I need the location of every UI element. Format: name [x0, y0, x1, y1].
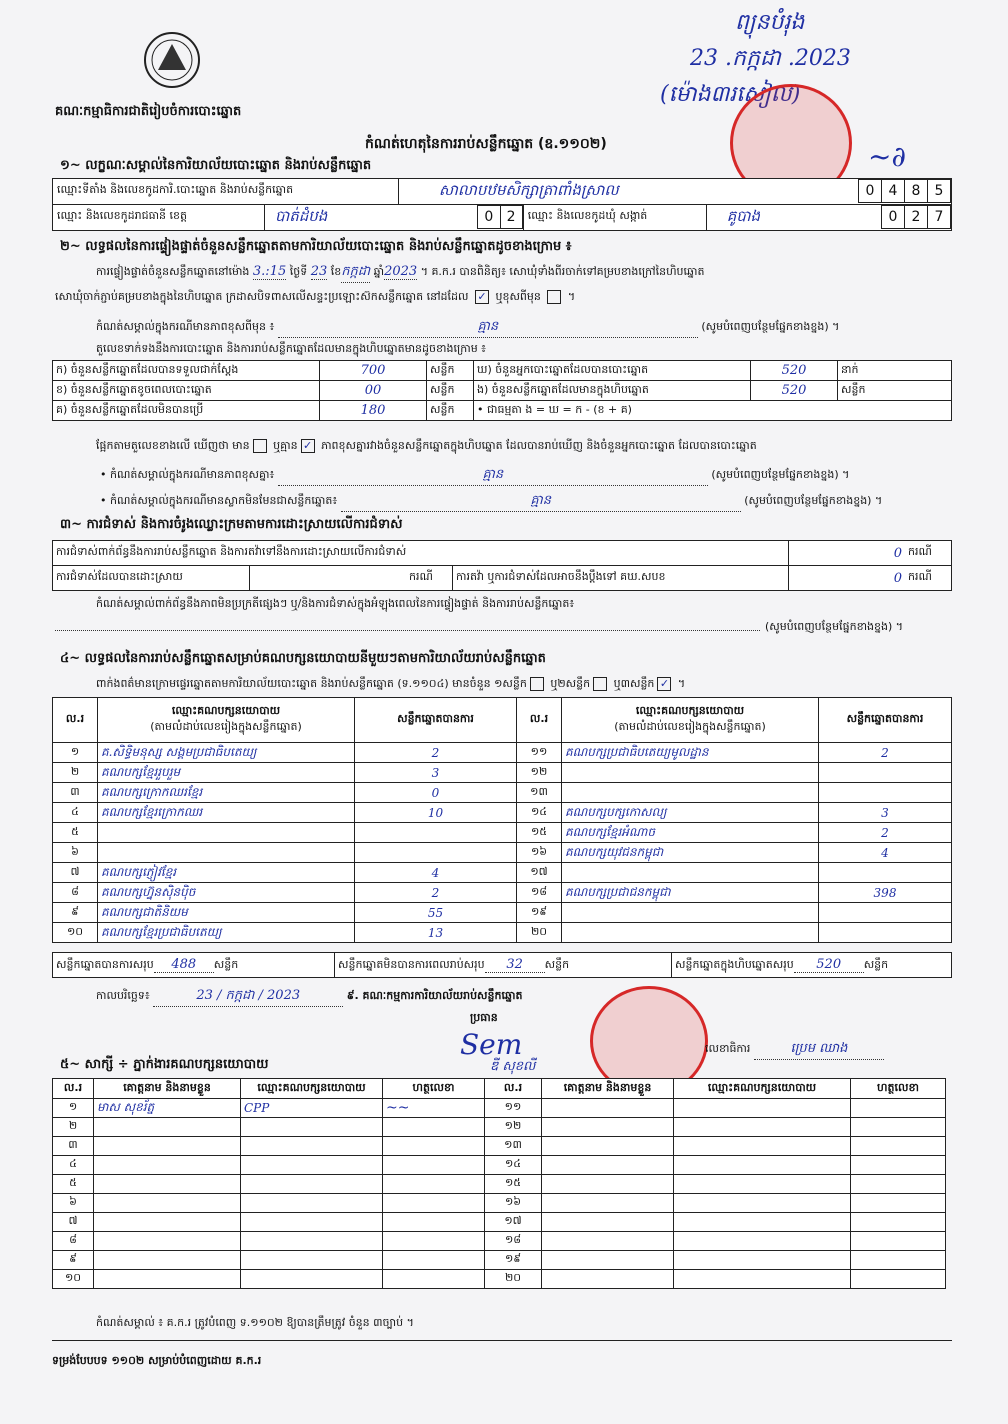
row-no: ១ [53, 1099, 94, 1118]
table-row [53, 763, 952, 783]
witness-signature [383, 1232, 485, 1251]
party-name: គណបក្សខ្មែរអំណាច [562, 823, 819, 843]
witness-name [542, 1213, 674, 1232]
witness-name [542, 1118, 674, 1137]
complaints-value: 0 [789, 541, 906, 566]
witness-signature [851, 1232, 946, 1251]
chair-name: ឌី សុខលី [490, 1059, 536, 1074]
row-no: ២ [53, 763, 98, 783]
handwritten-note-3: (ម៉ោង៣រសៀល) [660, 82, 801, 107]
vote-count: 55 [355, 903, 517, 923]
footer-rule [52, 1340, 952, 1341]
table-row [53, 381, 952, 401]
witness-signature [851, 1270, 946, 1289]
handwritten-note-2: 23 .កក្កដា .2023 [690, 46, 851, 71]
row-no: ១០ [53, 1270, 94, 1289]
row-no: ១៩ [517, 903, 562, 923]
table-row [53, 401, 952, 421]
figures-intro: តួលេខទាក់ទងនឹងការបោះឆ្នោត និងការរាប់សន្លឹកឆ្នោតដែលមានក្នុងហិបឆ្នោតមានដូចខាងក្រោម ៖ [96, 342, 487, 355]
secretary-label: លេខាធិការ ប្រេម ឈាង [705, 1040, 884, 1060]
footer-note: កំណត់សម្គាល់ ៖ គ.ក.រ ត្រូវបំពេញ ទ.១១០២ ឱ្យបានត្រឹមត្រូវ ចំនួន ៣ច្បាប់ ។ [96, 1316, 414, 1329]
party-name [98, 843, 355, 863]
two-sheet-checkbox[interactable] [593, 677, 607, 691]
row-no: ១១ [485, 1099, 542, 1118]
witness-name [542, 1194, 674, 1213]
col-no: ល.រ [53, 1079, 94, 1099]
party-name: គណបក្សជាតិនិយម [98, 903, 355, 923]
vote-count [819, 903, 952, 923]
witness-signature [851, 1213, 946, 1232]
row-no: ១០ [53, 923, 98, 943]
resolved-value [250, 566, 407, 591]
col-party [98, 698, 355, 743]
province-label: ឈ្មោះ និងលេខកូដរាជធានី ខេត្ត [53, 205, 265, 230]
witness-party [674, 1251, 851, 1270]
section5-title: ៥~ សាក្សី ÷ ភ្នាក់ងារគណបក្សនយោបាយ [60, 1057, 269, 1072]
verification-line-1: ការផ្ទៀងផ្ទាត់ចំនួនសន្លឹកឆ្នោតនៅម៉ោង 3.:15 ថ្ងៃទី 23 ខែកក្កដា ឆ្នាំ2023 ។ គ.ក.រ បានពិនិត្យ៖ សោឃុំទាំងពីរចាក់ទៅគម្របខាងក្រៅនៃហិបឆ្នោត [96, 263, 705, 283]
table-row [53, 1156, 946, 1175]
row-no: ១៨ [517, 883, 562, 903]
table-row [53, 541, 952, 566]
bullet-difference: • កំណត់សម្គាល់ក្នុងករណីមានភាពខុសគ្នា៖ គ្មាន (សូមបំពេញបន្ថែមផ្នែកខាងខ្នង) ។ [100, 466, 849, 486]
witness-party [674, 1213, 851, 1232]
table-row [53, 1099, 946, 1118]
complaints-label: ការជំទាស់ពាក់ព័ន្ធនឹងការរាប់សន្លឹកឆ្នោត និងការតវ៉ាទៅនឹងការដោះស្រាយលើការជំទាស់ [53, 541, 789, 566]
unused-label: គ) ចំនួនសន្លឹកឆ្នោតដែលមិនបានប្រើ [53, 401, 320, 421]
section1-title: ១~ លក្ខណៈសម្គាល់នៃការិយាល័យបោះឆ្នោត និងរាប់សន្លឹកឆ្នោត [60, 158, 372, 173]
table-row [53, 803, 952, 823]
code-digit: 0 [477, 205, 500, 229]
commune-label: ឈ្មោះ និងលេខកូដឃុំ សង្កាត់ [523, 205, 707, 230]
vote-count: 2 [355, 743, 517, 763]
witness-signature: ~~ [383, 1099, 485, 1118]
section3-title: ៣~ ការជំទាស់ និងការចំរូងឈ្លោះក្រមតាមការដោះស្រាយលើការជំទាស់ [60, 517, 403, 532]
table-row [53, 1175, 946, 1194]
voters-label: ឃ) ចំនួនអ្នកបោះឆ្នោតដែលបានបោះឆ្នោត [474, 361, 751, 381]
row-no: ៤ [53, 1156, 94, 1175]
formula: • ជាធម្មតា ង = ឃ = ក - (ខ + គ) [474, 401, 952, 421]
spoiled-label: ខ) ចំនួនសន្លឹកឆ្នោតខូចពេលបោះឆ្នោត [53, 381, 320, 401]
witness-signature [851, 1194, 946, 1213]
unit: ករណី [905, 566, 952, 591]
ballot-box-value: 520 [751, 381, 838, 401]
one-sheet-checkbox[interactable] [530, 677, 544, 691]
witness-party [674, 1232, 851, 1251]
witness-name [542, 1232, 674, 1251]
voters-value: 520 [751, 361, 838, 381]
difference-line: ផ្អែកតាមតួលេខខាងលើ ឃើញថា មាន ឬគ្មាន ✓ ភាពខុសគ្នារវាងចំនួនសន្លឹកឆ្នោតក្នុងហិបឆ្នោត ដែលបានរាប់ឃើញ និងចំនួនអ្នកបោះឆ្នោត ដែលបានបោះឆ្នោត [96, 439, 757, 452]
party-name: គណបក្សភ្ញៀវខ្មែរ [98, 863, 355, 883]
row-no: ២ [53, 1118, 94, 1137]
witness-signature [383, 1194, 485, 1213]
witness-party [241, 1213, 383, 1232]
witness-signature [383, 1251, 485, 1270]
results-table [52, 697, 952, 943]
table-row [53, 903, 952, 923]
witness-party [241, 1175, 383, 1194]
party-name: គណបក្សខ្មែរក្រោកឈរ [98, 803, 355, 823]
witness-name [94, 1118, 241, 1137]
party-name [562, 783, 819, 803]
row-no: ១៧ [517, 863, 562, 883]
figures-table [52, 360, 952, 421]
table-row [53, 1270, 946, 1289]
row-no: ២០ [517, 923, 562, 943]
table-row [53, 1232, 946, 1251]
org-name: គណៈកម្មាធិការជាតិរៀបចំការបោះឆ្នោត [55, 104, 242, 119]
witness-name: មាស សុខរ័ត្ន [94, 1099, 241, 1118]
row-no: ៦ [53, 843, 98, 863]
row-no: ១៣ [517, 783, 562, 803]
resolved-label: ការជំទាស់ដែលបានដោះស្រាយ [53, 566, 250, 591]
row-no: ៣ [53, 1137, 94, 1156]
table-row [53, 743, 952, 763]
row-no: ៤ [53, 803, 98, 823]
unused-value: 180 [320, 401, 427, 421]
party-name [562, 923, 819, 943]
totals-row [52, 952, 952, 978]
appeal-label: ការតវ៉ា ឬការជំទាស់ដែលអាចនឹងប្តឹងទៅ គឃ.សបខ [453, 566, 789, 591]
section4-intro: ពាក់ងពត៌មានក្រោមផ្ទេរឆ្នោតតាមការិយាល័យបោះឆ្នោត និងរាប់សន្លឹកឆ្នោត (ទ.១១០៤) មានចំនួន ១សន្លឹក ឬ២សន្លឹក ឬ៣សន្លឹក ✓ ។ [96, 677, 686, 690]
footer-form: ទម្រង់បែបបទ ១១០២ សម្រាប់បំពេញដោយ គ.ក.រ [52, 1354, 262, 1367]
witness-name [94, 1251, 241, 1270]
row-no: ៩ [53, 903, 98, 923]
col-party-title: ឈ្មោះគណបក្សនយោបាយ [635, 704, 745, 717]
party-name: គណបក្សក្រោកឈរខ្មែរ [98, 783, 355, 803]
province-value: បាត់ដំបង [274, 207, 328, 225]
handwritten-note-1: ព្យុនបំរុង [735, 10, 805, 35]
row-no: ៦ [53, 1194, 94, 1213]
unit: សន្លឹក [427, 401, 474, 421]
vote-count: 2 [355, 883, 517, 903]
col-party-sub: (តាមលំដាប់លេខរៀងក្នុងសន្លឹកឆ្នោត) [150, 720, 302, 733]
vote-count: 0 [355, 783, 517, 803]
date-line: កាលបរិច្ឆេទ៖ 23 / កក្កដា / 2023 ៩. គណៈកម្មការការិយាល័យរាប់សន្លឹកឆ្នោត [96, 987, 522, 1007]
row-no: ១២ [485, 1118, 542, 1137]
witness-party [241, 1270, 383, 1289]
table-header [53, 698, 952, 743]
col-sign: ហត្ថលេខា [383, 1079, 485, 1099]
party-name: គណបក្សខ្មែររួបរួម [98, 763, 355, 783]
vote-count: 3 [355, 763, 517, 783]
row-no: ១៥ [485, 1175, 542, 1194]
unit: សន្លឹក [838, 381, 952, 401]
unit: សន្លឹក [427, 381, 474, 401]
party-name [562, 763, 819, 783]
table-row [53, 923, 952, 943]
unit: ករណី [905, 541, 952, 566]
vote-count: 398 [819, 883, 952, 903]
witness-signature [851, 1175, 946, 1194]
vote-count [819, 923, 952, 943]
section4-title: ៤~ លទ្ធផលនៃការរាប់សន្លឹកឆ្នោតសម្រាប់គណបក្សនយោបាយនីមួយៗតាមការិយាល័យរាប់សន្លឹកឆ្នោត [60, 651, 546, 666]
witness-name [542, 1156, 674, 1175]
emblem-logo [138, 30, 206, 92]
chair-label: ប្រធាន [470, 1011, 498, 1024]
party-name [562, 863, 819, 883]
no-diff-checkbox[interactable]: ✓ [301, 439, 315, 453]
ballot-box-label: ង) ចំនួនសន្លឹកឆ្នោតដែលមានក្នុងហិបឆ្នោត [474, 381, 751, 401]
witness-name [94, 1270, 241, 1289]
vote-count [355, 823, 517, 843]
bullet-non-ballot: • កំណត់សម្គាល់ក្នុងករណីមានស្លាកមិនមែនជាសន្លឹកឆ្នោត៖ គ្មាន (សូមបំពេញបន្ថែមផ្នែកខាងខ្នង) ។ [100, 492, 882, 512]
witness-party [674, 1099, 851, 1118]
col-votes: សន្លឹកឆ្នោតបានការ [819, 698, 952, 743]
vote-count [819, 863, 952, 883]
vote-count: 2 [819, 743, 952, 763]
table-row [53, 1194, 946, 1213]
row-no: ១៩ [485, 1251, 542, 1270]
witness-signature [383, 1270, 485, 1289]
unit: សន្លឹក [427, 361, 474, 381]
table-row [53, 953, 952, 978]
row-no: ៧ [53, 863, 98, 883]
table-row [53, 863, 952, 883]
vote-count: 2 [819, 823, 952, 843]
table-row [53, 783, 952, 803]
col-sign: ហត្ថលេខា [851, 1079, 946, 1099]
three-sheet-checkbox[interactable]: ✓ [657, 677, 671, 691]
witness-party [241, 1118, 383, 1137]
table-row [53, 566, 952, 591]
row-no: ១២ [517, 763, 562, 783]
table-row [53, 823, 952, 843]
commune-value: គូបាង [726, 207, 761, 225]
col-party-sub: (តាមលំដាប់លេខរៀងក្នុងសន្លឹកឆ្នោត) [614, 720, 766, 733]
has-diff-checkbox[interactable] [253, 439, 267, 453]
verification-line-2: សោឃុំចាក់ភ្ជាប់គម្របខាងក្នុងនៃហិបឆ្នោត ក្រដាសបិទពាសលើសន្ទះប្រឡោះស៊កសន្លឹកឆ្នោត នៅដដែល ✓ ឬខុសពីមុន ។ [55, 290, 576, 303]
witness-signature [383, 1213, 485, 1232]
party-name: គណបក្សហ្វ៊ុនស៊ិនប៉ិច [98, 883, 355, 903]
col-no: ល.រ [53, 698, 98, 743]
irregularity-note: កំណត់សម្គាល់ពាក់ព័ន្ធនឹងភាពមិនប្រក្រតីផ្សេងៗ ឬ/និងការជំទាស់ក្នុងអំឡុងពេលនៃការផ្ទៀងផ្ទាត់ និងការរាប់សន្លឹកឆ្នោត៖ [96, 597, 575, 610]
party-name [562, 903, 819, 923]
party-name: គណបក្សប្រជាធិបតេយ្យមូលដ្ឋាន [562, 743, 819, 763]
row-no: ៨ [53, 883, 98, 903]
irregularity-line [55, 618, 760, 631]
row-no: ១១ [517, 743, 562, 763]
row-no: ១ [53, 743, 98, 763]
col-no: ល.រ [517, 698, 562, 743]
row-no: ៥ [53, 823, 98, 843]
table-row [53, 1213, 946, 1232]
unit: ករណី [406, 566, 453, 591]
witness-name [94, 1137, 241, 1156]
row-no: ១៧ [485, 1213, 542, 1232]
witness-name [542, 1175, 674, 1194]
col-party [562, 698, 819, 743]
row-no: ១៥ [517, 823, 562, 843]
party-name: គ.សិទ្ធិមនុស្ស សង្គមប្រជាធិបតេយ្យ [98, 743, 355, 763]
code-digit: 5 [927, 179, 951, 203]
row-no: ១៣ [485, 1137, 542, 1156]
party-name: គណបក្សប្រជាជនកម្ពុជា [562, 883, 819, 903]
chair-signature: Sem [460, 1028, 523, 1061]
witness-name [94, 1232, 241, 1251]
vote-count: 4 [819, 843, 952, 863]
location-label: ឈ្មោះទីតាំង និងលេខកូដការិ.បោះឆ្នោត និងរាប់សន្លឹកឆ្នោត [53, 179, 399, 204]
vote-count: 4 [355, 863, 517, 883]
witness-name [94, 1213, 241, 1232]
section2-title: ២~ លទ្ធផលនៃការផ្ទៀងផ្ទាត់ចំនួនសន្លឹកឆ្នោតតាមការិយាល័យបោះឆ្នោត និងរាប់សន្លឹកឆ្នោតដូចខាងក្រោម ៖ [60, 239, 572, 254]
table-row [53, 361, 952, 381]
unit: នាក់ [838, 361, 952, 381]
vote-count: 3 [819, 803, 952, 823]
received-value: 700 [320, 361, 427, 381]
code-digit: 4 [881, 179, 905, 203]
col-name: គោត្តនាម និងនាមខ្លួន [94, 1079, 241, 1099]
col-name: គោត្តនាម និងនាមខ្លួន [542, 1079, 674, 1099]
witness-signature [383, 1175, 485, 1194]
total-ballot-box: សន្លឹកឆ្នោតក្នុងហិបឆ្នោតសរុប 520 សន្លឹក [672, 953, 952, 978]
row-no: ៥ [53, 1175, 94, 1194]
vote-count: 10 [355, 803, 517, 823]
row-no: ៨ [53, 1232, 94, 1251]
witness-signature [851, 1251, 946, 1270]
col-no: ល.រ [485, 1079, 542, 1099]
witness-name [542, 1099, 674, 1118]
witness-table [52, 1078, 946, 1289]
row-no: ៧ [53, 1213, 94, 1232]
witness-party: CPP [241, 1099, 383, 1118]
complaints-table [52, 540, 952, 591]
location-value: សាលាបឋមសិក្សាត្រាពាំងស្រាល [438, 181, 619, 199]
witness-signature [383, 1118, 485, 1137]
received-label: ក) ចំនួនសន្លឹកឆ្នោតដែលបានទទួលជាក់ស្តែង [53, 361, 320, 381]
witness-party [241, 1156, 383, 1175]
table-header [53, 1079, 946, 1099]
code-digit: 0 [881, 205, 905, 229]
row-no: ១៦ [485, 1194, 542, 1213]
witness-party [241, 1232, 383, 1251]
witness-party [674, 1156, 851, 1175]
witness-name [542, 1251, 674, 1270]
row-no: ១៤ [485, 1156, 542, 1175]
witness-party [674, 1270, 851, 1289]
witness-signature [851, 1118, 946, 1137]
col-party-title: ឈ្មោះគណបក្សនយោបាយ [171, 704, 281, 717]
total-valid: សន្លឹកឆ្នោតបានការសរុប 488 សន្លឹក [53, 953, 335, 978]
vote-count [819, 763, 952, 783]
form-title: កំណត់ហេតុនៃការរាប់សន្លឹកឆ្នោត (ឧ.១១០២) [365, 136, 607, 152]
witness-signature [851, 1156, 946, 1175]
same-checkbox[interactable]: ✓ [475, 290, 489, 304]
witness-party [674, 1137, 851, 1156]
code-digit: 2 [904, 205, 928, 229]
witness-party [241, 1137, 383, 1156]
table-row [53, 1251, 946, 1270]
row-no: ១៨ [485, 1232, 542, 1251]
vote-count [819, 783, 952, 803]
col-votes: សន្លឹកឆ្នោតបានការ [355, 698, 517, 743]
witness-signature [383, 1137, 485, 1156]
witness-name [542, 1137, 674, 1156]
witness-name [94, 1194, 241, 1213]
witness-party [674, 1118, 851, 1137]
witness-party [241, 1251, 383, 1270]
row-no: ២០ [485, 1270, 542, 1289]
table-row [53, 843, 952, 863]
col-party: ឈ្មោះគណបក្សនយោបាយ [241, 1079, 383, 1099]
vote-count [355, 843, 517, 863]
row-no: ១៤ [517, 803, 562, 823]
witness-name [94, 1175, 241, 1194]
signature-top: ~∂ [868, 140, 906, 173]
appeal-value: 0 [789, 566, 906, 591]
row-no: ៣ [53, 783, 98, 803]
irregularity-tail: (សូមបំពេញបន្ថែមផ្នែកខាងខ្នង) ។ [765, 620, 904, 633]
code-digit: 0 [858, 179, 882, 203]
witness-party [241, 1194, 383, 1213]
table-row [53, 1118, 946, 1137]
col-party: ឈ្មោះគណបក្សនយោបាយ [674, 1079, 851, 1099]
code-digit: 2 [500, 205, 523, 229]
total-invalid: សន្លឹកឆ្នោតមិនបានការពេលរាប់សរុប 32 សន្លឹក [335, 953, 672, 978]
different-checkbox[interactable] [547, 290, 561, 304]
witness-signature [851, 1099, 946, 1118]
vote-count: 13 [355, 923, 517, 943]
section1-table [52, 178, 952, 231]
party-name: គណបក្សបក្សកោសល្យ [562, 803, 819, 823]
code-digit: 8 [904, 179, 928, 203]
spoiled-value: 00 [320, 381, 427, 401]
row-no: ៩ [53, 1251, 94, 1270]
witness-party [674, 1175, 851, 1194]
code-digit: 7 [927, 205, 951, 229]
table-row [53, 883, 952, 903]
party-name: គណបក្សខ្មែរប្រជាធិបតេយ្យ [98, 923, 355, 943]
difference-note: កំណត់សម្គាល់ក្នុងករណីមានភាពខុសពីមុន ៖ គ្មាន (សូមបំពេញបន្ថែមផ្នែកខាងខ្នង) ។ [96, 318, 839, 338]
witness-party [674, 1194, 851, 1213]
witness-name [542, 1270, 674, 1289]
party-name [98, 823, 355, 843]
witness-signature [383, 1156, 485, 1175]
table-row [53, 1137, 946, 1156]
party-name: គណបក្សយុវជនកម្ពុជា [562, 843, 819, 863]
witness-name [94, 1156, 241, 1175]
witness-signature [851, 1137, 946, 1156]
row-no: ១៦ [517, 843, 562, 863]
